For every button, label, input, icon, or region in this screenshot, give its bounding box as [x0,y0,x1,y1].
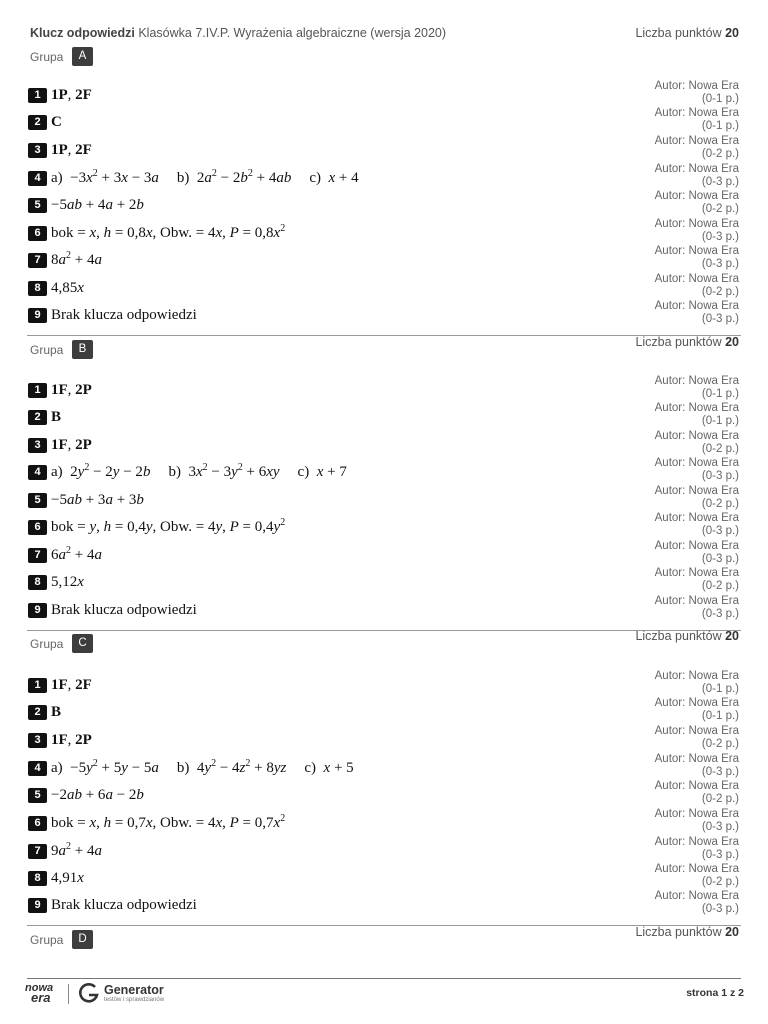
task-b-2 [28,402,739,436]
task-number: 6 [28,226,47,241]
answer: bok = x, h = 0,7x, Obw. = 4x, $P = 0,7x^2$ [51,813,286,831]
task-number: 9 [28,898,47,913]
task-c-9 [28,890,739,924]
total-points: Liczba punktów 20 [635,26,739,40]
task-meta: Autor: Nowa Era (0-3 p.) [654,836,739,861]
answer: 4,91x [51,870,84,886]
group-b-header [30,335,739,362]
task-a-1 [28,80,739,114]
task-meta: Autor: Nowa Era (0-3 p.) [654,512,739,537]
task-c-4 [28,753,739,787]
answer: Brak klucza odpowiedzi [51,307,197,323]
document-header [30,26,739,44]
group-divider [27,335,741,336]
task-number: 1 [28,678,47,693]
logo-separator [68,984,69,1004]
group-divider [27,630,741,631]
task-meta: Autor: Nowa Era (0-2 p.) [654,780,739,805]
group-a-header [30,47,739,69]
group-points: Liczba punktów 20 [635,925,739,939]
task-a-7 [28,245,739,279]
answer: 1F, 2P [51,437,92,453]
task-number: 3 [28,438,47,453]
group-label: Grupa [30,933,64,947]
task-meta: Autor: Nowa Era (0-3 p.) [654,457,739,482]
answer: 1F, 2P [51,732,92,748]
task-number: 2 [28,115,47,130]
answer: a) $2y^2 - 2y - 2b$ b) $3x^2 - 3y^2 + 6xy$ c) x + 7 [51,462,347,480]
task-number: 5 [28,788,47,803]
task-number: 2 [28,705,47,720]
task-number: 8 [28,575,47,590]
task-b-8 [28,567,739,601]
group-letter-badge: D [72,930,93,949]
answer: B [51,409,62,425]
task-number: 7 [28,548,47,563]
task-number: 1 [28,383,47,398]
task-c-5 [28,780,739,814]
task-meta: Autor: Nowa Era (0-3 p.) [654,540,739,565]
task-b-6 [28,512,739,546]
task-c-3 [28,725,739,759]
generator-g-icon [78,981,100,1005]
task-number: 9 [28,603,47,618]
task-meta: Autor: Nowa Era (0-3 p.) [654,300,739,325]
answer: B [51,704,62,720]
task-b-9 [28,595,739,629]
group-label: Grupa [30,50,64,64]
task-meta: Autor: Nowa Era (0-3 p.) [654,163,739,188]
group-letter-badge: C [72,634,93,653]
task-b-3 [28,430,739,464]
task-meta: Autor: Nowa Era (0-2 p.) [654,273,739,298]
answer: $9a^2 + 4a$ [51,841,102,859]
task-c-6 [28,808,739,842]
nowa-era-logo: nowa era [25,982,54,1005]
task-meta: Autor: Nowa Era (0-1 p.) [654,107,739,132]
answer: 5,12x [51,574,84,590]
task-number: 3 [28,733,47,748]
answer: C [51,114,62,130]
answer: −2ab + 6a − 2b [51,787,144,803]
task-meta: Autor: Nowa Era (0-1 p.) [654,375,739,400]
task-a-5 [28,190,739,224]
task-b-1 [28,375,739,409]
task-b-5 [28,485,739,519]
task-number: 6 [28,520,47,535]
group-letter-badge: B [72,340,93,359]
doc-title-bold: Klucz odpowiedzi [30,26,135,40]
answer: 1P, 2F [51,87,92,103]
group-d-header [30,925,739,952]
task-meta: Autor: Nowa Era (0-2 p.) [654,485,739,510]
task-c-8 [28,863,739,897]
footer-divider [27,978,741,979]
task-number: 7 [28,253,47,268]
task-meta: Autor: Nowa Era (0-2 p.) [654,567,739,592]
task-meta: Autor: Nowa Era (0-1 p.) [654,80,739,105]
task-number: 3 [28,143,47,158]
task-b-4 [28,457,739,491]
answer: Brak klucza odpowiedzi [51,897,197,913]
task-meta: Autor: Nowa Era (0-3 p.) [654,808,739,833]
task-a-3 [28,135,739,169]
task-meta: Autor: Nowa Era (0-2 p.) [654,135,739,160]
answer: 1P, 2F [51,142,92,158]
answer: −5ab + 4a + 2b [51,197,144,213]
task-number: 8 [28,871,47,886]
task-number: 4 [28,465,47,480]
answer: −5ab + 3a + 3b [51,492,144,508]
doc-title: Klasówka 7.IV.P. Wyrażenia algebraiczne (wersja 2020) [138,26,447,40]
answer: 4,85x [51,280,84,296]
answer: $6a^2 + 4a$ [51,545,102,563]
group-letter-badge: A [72,47,93,66]
task-meta: Autor: Nowa Era (0-3 p.) [654,595,739,620]
task-number: 1 [28,88,47,103]
task-meta: Autor: Nowa Era (0-2 p.) [654,863,739,888]
group-points: Liczba punktów 20 [635,335,739,349]
task-c-7 [28,836,739,870]
group-points: Liczba punktów 20 [635,629,739,643]
answer: bok = y, h = 0,4y, Obw. = 4y, $P = 0,4y^2$ [51,517,286,535]
answer: 1F, 2P [51,382,92,398]
group-label: Grupa [30,637,64,651]
task-number: 8 [28,281,47,296]
task-meta: Autor: Nowa Era (0-1 p.) [654,697,739,722]
task-c-1 [28,670,739,704]
task-a-2 [28,107,739,141]
task-c-2 [28,697,739,731]
task-number: 5 [28,493,47,508]
answer: bok = x, h = 0,8x, Obw. = 4x, $P = 0,8x^2$ [51,223,286,241]
task-a-9 [28,300,739,334]
task-meta: Autor: Nowa Era (0-2 p.) [654,725,739,750]
task-meta: Autor: Nowa Era (0-2 p.) [654,430,739,455]
answer: $a) -5y^2 + 5y - 5a$ b) $4y^2 - 4z^2 + 8yz$ c) x + 5 [51,758,354,776]
task-meta: Autor: Nowa Era (0-3 p.) [654,218,739,243]
task-number: 2 [28,410,47,425]
task-meta: Autor: Nowa Era (0-3 p.) [654,753,739,778]
task-number: 7 [28,844,47,859]
task-number: 4 [28,761,47,776]
answer: Brak klucza odpowiedzi [51,602,197,618]
task-meta: Autor: Nowa Era (0-1 p.) [654,402,739,427]
task-a-8 [28,273,739,307]
task-number: 6 [28,816,47,831]
task-a-4 [28,163,739,197]
task-meta: Autor: Nowa Era (0-3 p.) [654,245,739,270]
page-indicator: strona 1 z 2 [686,987,744,999]
task-meta: Autor: Nowa Era (0-1 p.) [654,670,739,695]
task-meta: Autor: Nowa Era (0-3 p.) [654,890,739,915]
answer: $a) -3x^2 + 3x - 3a$ b) $2a^2 - 2b^2 + 4ab$ c) x + 4 [51,168,359,186]
task-b-7 [28,540,739,574]
group-label: Grupa [30,343,64,357]
task-number: 5 [28,198,47,213]
answer: 1F, 2F [51,677,92,693]
task-number: 4 [28,171,47,186]
task-meta: Autor: Nowa Era (0-2 p.) [654,190,739,215]
answer: $8a^2 + 4a$ [51,250,102,268]
group-c-header [30,629,739,656]
task-number: 9 [28,308,47,323]
task-a-6 [28,218,739,252]
group-divider [27,925,741,926]
